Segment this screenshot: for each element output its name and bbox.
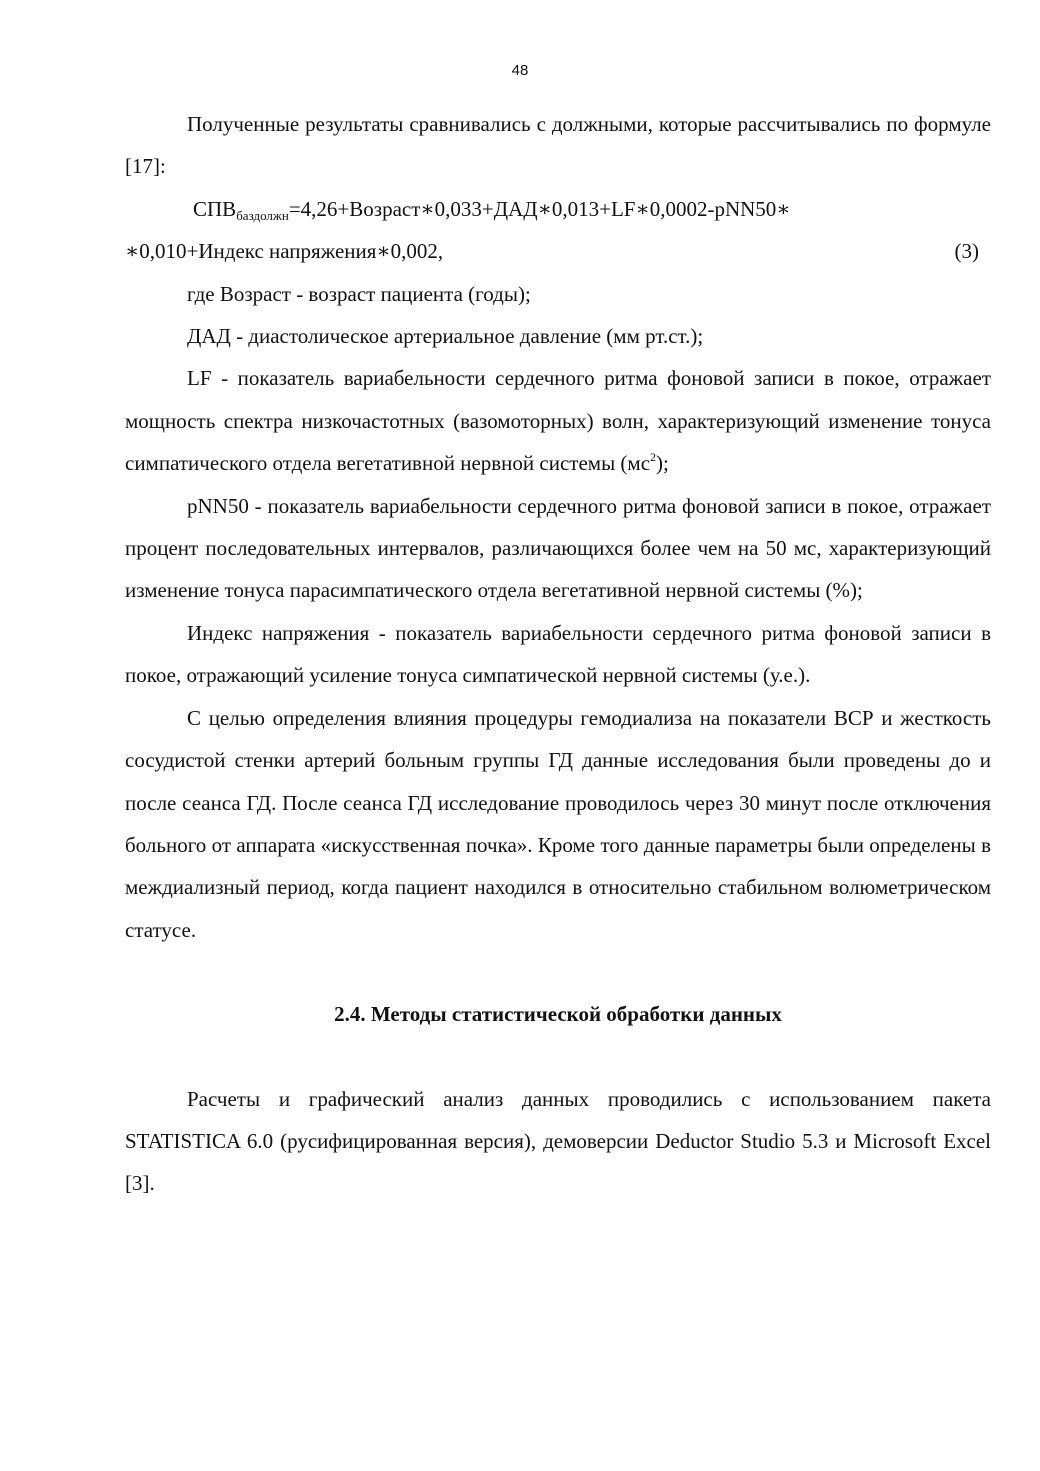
- section-heading: 2.4. Методы статистической обработки данных: [334, 1002, 782, 1027]
- paragraph-results: Полученные результаты сравнивались с должными, которые рассчитывались по формуле [17]:: [125, 112, 991, 179]
- document-body: [125, 103, 991, 1205]
- definition-lf: [125, 357, 991, 484]
- definition-dad: ДАД - диастолическое артериальное давление (мм рт.ст.);: [187, 324, 704, 349]
- definition-pnn50: pNN50 - показатель вариабельности сердечного ритма фоновой записи в покое, отражает процент последовательных интервалов, различающихся более чем на 50 мс, характеризующий изменение тонуса парасимпатического отдела вегетативной нервной системы (%);: [125, 493, 991, 603]
- definition-stress-index: Индекс напряжения - показатель вариабельности сердечного ритма фоновой записи в покое, отражающий усиление тонуса симпатической нервной системы (у.е.).: [125, 620, 991, 688]
- formula-rhs: =4,26+Возраст∗0,033+ДАД∗0,013+LF∗0,0002-pNN50∗: [288, 196, 791, 221]
- formula-continuation: ∗0,010+Индекс напряжения∗0,002,: [125, 239, 444, 264]
- paragraph-hemodialysis: С целью определения влияния процедуры гемодиализа на показатели ВСР и жесткость сосудистой стенки артерий больным группы ГД данные исследования были проведены до и после сеанса ГД. После сеанса ГД исследование проводилось через 30 минут после отключения больного от аппарата «искусственная почка». Кроме того данные параметры были определены в междиализный период, когда пациент находился в относительно стабильном волюметрическом статусе.: [125, 705, 991, 942]
- formula-line-1: [125, 188, 991, 230]
- equation-number: (3): [954, 239, 979, 264]
- paragraph-statistics: Расчеты и графический анализ данных проводились с использованием пакета STATISTICA 6.0 (русифицированная версия), демоверсии Deductor Studio 5.3 и Microsoft Excel [3].: [125, 1086, 991, 1196]
- lf-end: );: [656, 451, 669, 476]
- page-number: 48: [511, 62, 529, 79]
- lf-text: LF - показатель вариабельности сердечного ритма фоновой записи в покое, отражает мощность спектра низкочастотных (вазомоторных) волн, характеризующий изменение тонуса симпатического отдела вегетативной нервной системы (мс: [125, 366, 991, 476]
- lf-superscript: 2: [650, 450, 657, 465]
- formula-lhs-subscript: баздолжн: [236, 207, 289, 223]
- definition-age: где Возраст - возраст пациента (годы);: [187, 281, 531, 306]
- formula-line-2: [125, 230, 991, 272]
- formula-lhs: СПВ: [193, 196, 237, 221]
